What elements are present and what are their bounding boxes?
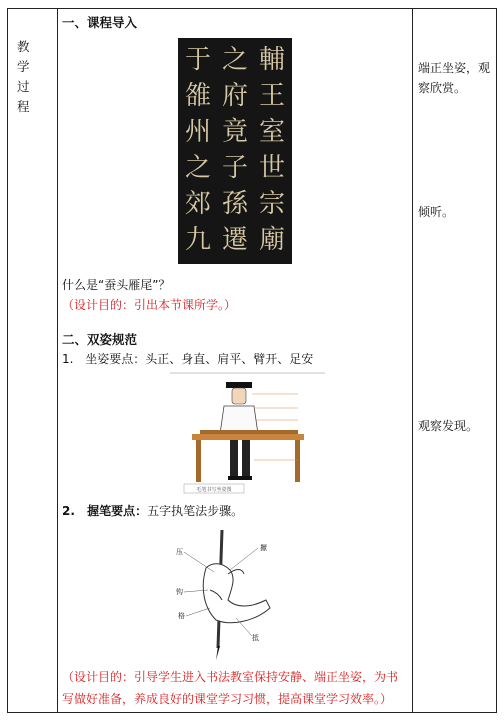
design-purpose-2 <box>62 666 407 710</box>
student-activity-1: 端正坐姿，观察欣赏。 <box>418 61 491 95</box>
design-purpose-1: （设计目的：引出本节课所学。） <box>62 298 237 312</box>
stele-character: 雒 <box>184 81 212 111</box>
figure-caption: 毛笔书写坐姿图 <box>196 487 232 493</box>
stele-character: 州 <box>184 117 212 147</box>
grip-item <box>62 502 243 519</box>
five-finger-grip-figure <box>170 528 288 662</box>
grip-label: 抵 <box>252 634 259 642</box>
stele-character: 竟 <box>221 117 249 147</box>
stele-character: 之 <box>221 45 249 75</box>
student-activity-3: 观察发现。 <box>418 419 479 433</box>
item-text: 头正、身直、肩平、臂开、足安 <box>145 352 314 366</box>
stele-character: 子 <box>221 153 249 183</box>
item-number: 2. <box>62 504 75 518</box>
stele-character: 于 <box>184 45 212 75</box>
stele-character: 輔 <box>258 45 286 75</box>
stele-character: 世 <box>258 153 286 183</box>
student-activity-2: 倾听。 <box>418 205 455 219</box>
grip-label: 擫 <box>260 544 267 552</box>
stele-character: 郊 <box>184 189 212 219</box>
right-column <box>412 8 497 713</box>
stele-character: 室 <box>258 117 286 147</box>
section-label: 教 学 过程 <box>17 39 36 114</box>
item-label: 握笔要点： <box>87 504 148 518</box>
purpose-line: 写做好准备，养成良好的课堂学习习惯，提高课堂学习效率。） <box>62 692 393 706</box>
stele-character: 九 <box>184 225 212 255</box>
grip-label: 格 <box>178 612 185 620</box>
stele-character: 王 <box>258 81 286 111</box>
section-heading-intro: 一、课程导入 <box>62 15 138 30</box>
stele-character: 孫 <box>221 189 249 219</box>
grip-label: 钩 <box>176 588 183 596</box>
purpose-line: （设计目的：引导学生进入书法教室保持安静、端正坐姿，为书 <box>62 670 399 684</box>
grip-label: 压 <box>176 548 183 556</box>
sitting-posture-figure <box>170 372 325 497</box>
section-heading-posture: 二、双姿规范 <box>62 332 138 347</box>
stele-character: 府 <box>221 81 249 111</box>
item-number: 1. <box>62 352 74 366</box>
stele-character: 廟 <box>258 225 286 255</box>
stele-character: 之 <box>184 153 212 183</box>
stele-rubbing-image <box>178 38 292 264</box>
question-text: 什么是“蚕头雁尾”？ <box>62 278 171 292</box>
stele-character: 宗 <box>258 189 286 219</box>
sitting-posture-item <box>62 350 313 367</box>
item-text: 五字执笔法步骤。 <box>147 504 244 518</box>
item-label: 坐姿要点： <box>85 352 146 366</box>
stele-character: 遷 <box>221 225 249 255</box>
